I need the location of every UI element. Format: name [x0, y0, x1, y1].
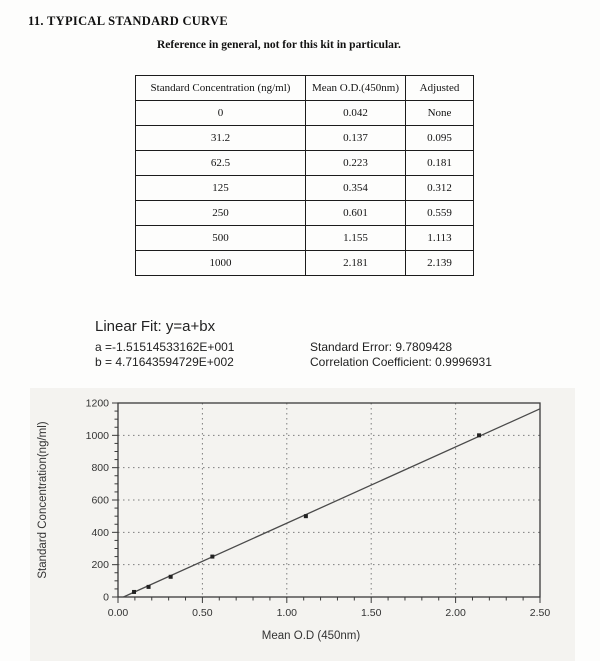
- x-axis-label: Mean O.D (450nm): [261, 630, 361, 642]
- header-cell: Mean O.D.(450nm): [306, 76, 406, 101]
- table-row: [136, 226, 474, 251]
- y-tick-label: 1200: [85, 397, 109, 410]
- x-tick-label: 0.00: [107, 607, 129, 619]
- table-row: [136, 201, 474, 226]
- table-cell: 1000: [136, 251, 306, 276]
- table-header-row: [136, 76, 474, 101]
- y-tick-label: 1000: [85, 429, 109, 442]
- table-cell: 500: [136, 226, 306, 251]
- fit-parameters: [95, 340, 525, 369]
- data-point: [132, 590, 136, 594]
- section-title: 11. TYPICAL STANDARD CURVE: [28, 14, 228, 28]
- table-cell: 0.312: [406, 176, 474, 201]
- fit-correlation-coefficient: Correlation Coefficient: 0.9996931: [310, 354, 492, 369]
- table-cell: 0.137: [306, 126, 406, 151]
- table-cell: 0.601: [306, 201, 406, 226]
- table-row: [136, 126, 474, 151]
- table-cell: 1.155: [306, 226, 406, 251]
- x-tick-label: 1.00: [276, 607, 298, 619]
- table-cell: 2.181: [306, 251, 406, 276]
- standard-curve-table: [135, 75, 474, 276]
- y-tick-label: 600: [91, 494, 109, 507]
- reference-note: Reference in general, not for this kit in particular.: [157, 39, 401, 51]
- fit-standard-error: Standard Error: 9.7809428: [310, 340, 453, 354]
- linear-fit-block: [95, 318, 525, 369]
- x-tick-label: 2.50: [529, 607, 551, 619]
- table-cell: 250: [136, 201, 306, 226]
- x-tick-label: 1.50: [360, 607, 382, 619]
- y-tick-label: 0: [103, 591, 109, 604]
- table-cell: 0.042: [306, 101, 406, 126]
- y-axis-label: Standard Concentration(ng/ml): [37, 421, 49, 579]
- table-cell: 1.113: [406, 226, 474, 251]
- data-point: [147, 585, 151, 589]
- data-point: [169, 575, 173, 579]
- fit-coefficient-a: a =-1.51514533162E+001: [95, 340, 235, 354]
- table-row: [136, 251, 474, 276]
- y-tick-label: 800: [91, 462, 109, 475]
- data-point: [210, 555, 214, 559]
- data-point: [477, 433, 481, 437]
- table-cell: 0.095: [406, 126, 474, 151]
- x-tick-label: 2.00: [445, 607, 466, 619]
- table-row: [136, 176, 474, 201]
- table-cell: None: [406, 101, 474, 126]
- standard-curve-chart: [30, 388, 575, 661]
- table-cell: 0.559: [406, 201, 474, 226]
- fit-coefficient-b: b = 4.71643594729E+002: [95, 354, 234, 369]
- fit-equation-title: Linear Fit: y=a+bx: [95, 318, 216, 335]
- data-point: [304, 514, 308, 518]
- y-tick-label: 200: [91, 559, 109, 572]
- table-cell: 0.181: [406, 151, 474, 176]
- header-cell: Standard Concentration (ng/ml): [136, 76, 306, 101]
- table-cell: 125: [136, 176, 306, 201]
- chart-canvas: [30, 388, 575, 661]
- y-tick-label: 400: [91, 526, 109, 539]
- table-cell: 0.354: [306, 176, 406, 201]
- table-row: [136, 101, 474, 126]
- table-row: [136, 151, 474, 176]
- table-cell: 2.139: [406, 251, 474, 276]
- header-cell: Adjusted: [406, 76, 474, 101]
- x-tick-label: 0.50: [192, 607, 213, 619]
- table-cell: 31.2: [136, 126, 306, 151]
- table-cell: 0: [136, 101, 306, 126]
- table-body: [136, 101, 474, 276]
- table-cell: 0.223: [306, 151, 406, 176]
- table-cell: 62.5: [136, 151, 306, 176]
